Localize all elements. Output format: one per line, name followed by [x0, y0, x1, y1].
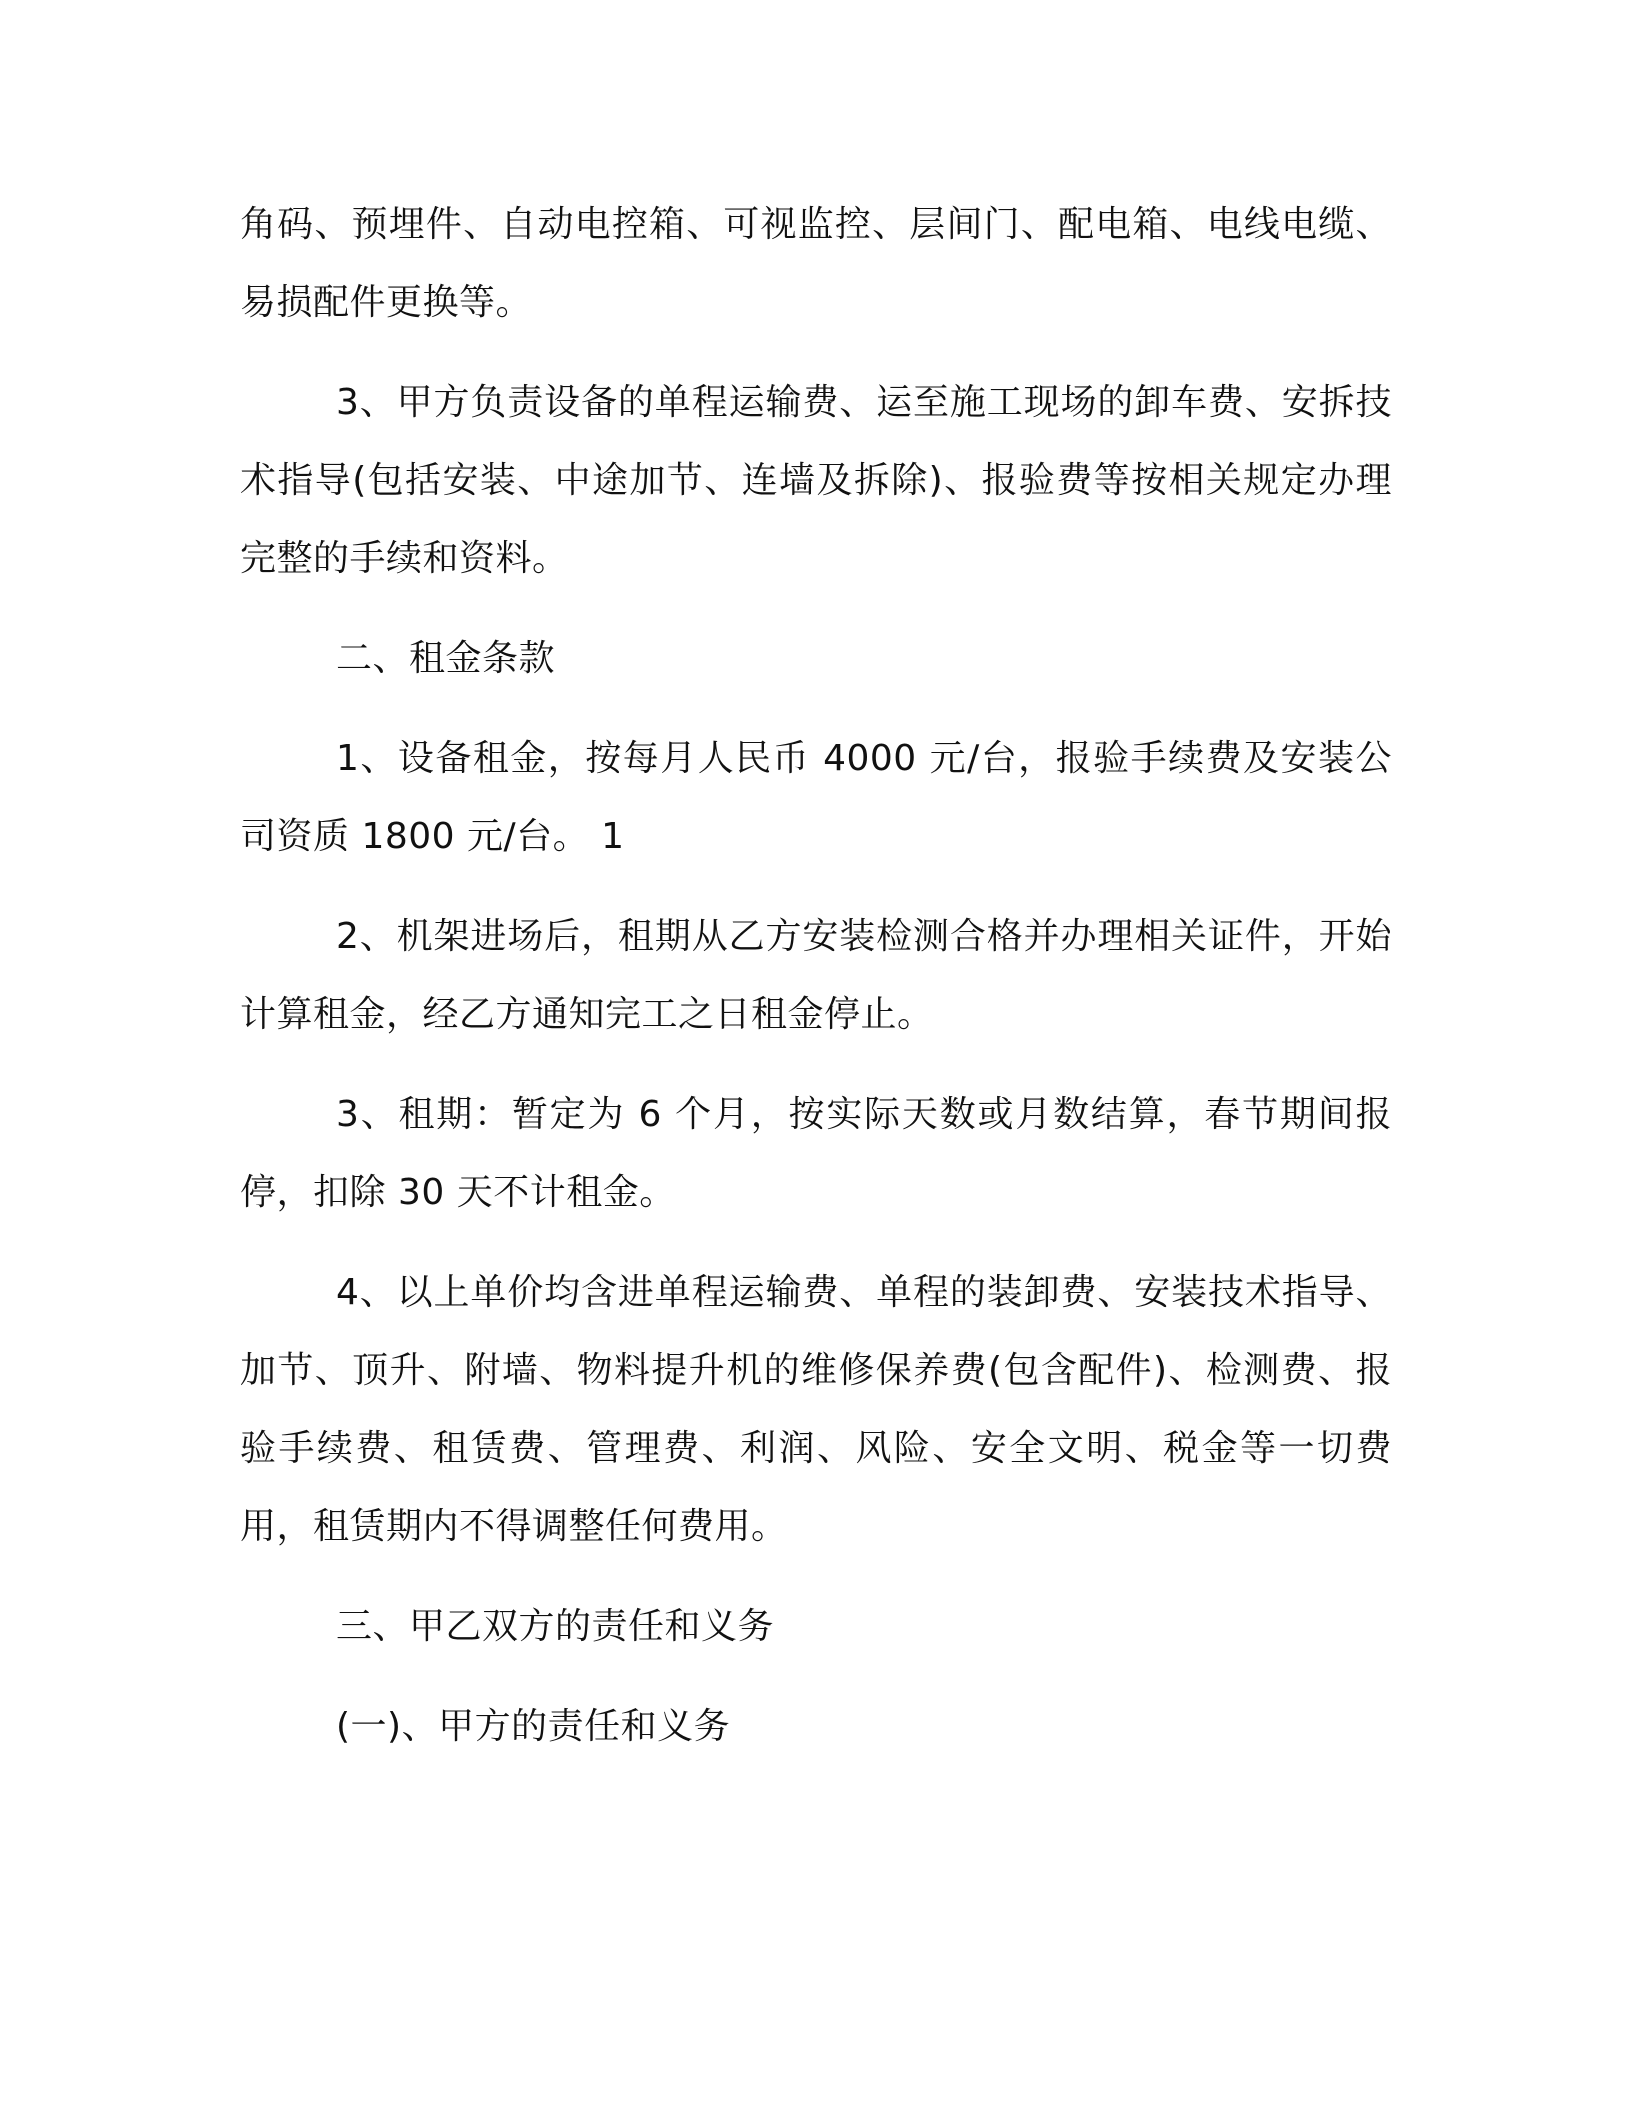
- paragraph-clause-3: 3、甲方负责设备的单程运输费、运至施工现场的卸车费、安拆技术指导(包括安装、中途加节、连墙及拆除)、报验费等按相关规定办理完整的手续和资料。: [240, 382, 1392, 579]
- document-body: [240, 186, 1392, 1766]
- paragraph-rent-1: 1、设备租金，按每月人民币 4000 元/台，报验手续费及安装公司资质 1800 元/台。 1: [240, 738, 1392, 857]
- paragraph-rent-4: 4、以上单价均含进单程运输费、单程的装卸费、安装技术指导、加节、顶升、附墙、物料提升机的维修保养费(包含配件)、检测费、报验手续费、租赁费、管理费、利润、风险、安全文明、税金等一切费用，租赁期内不得调整任何费用。: [240, 1272, 1392, 1547]
- paragraph-continuation: 角码、预埋件、自动电控箱、可视监控、层间门、配电箱、电线电缆、易损配件更换等。: [240, 204, 1392, 323]
- section-heading-responsibilities: 三、甲乙双方的责任和义务: [336, 1606, 775, 1647]
- subsection-heading-party-a: (一)、甲方的责任和义务: [336, 1706, 731, 1747]
- paragraph-rent-3: 3、租期：暂定为 6 个月，按实际天数或月数结算，春节期间报停，扣除 30 天不计租金。: [240, 1094, 1392, 1213]
- section-heading-rent: 二、租金条款: [336, 638, 556, 679]
- paragraph-rent-2: 2、机架进场后，租期从乙方安装检测合格并办理相关证件，开始计算租金，经乙方通知完工之日租金停止。: [240, 916, 1392, 1035]
